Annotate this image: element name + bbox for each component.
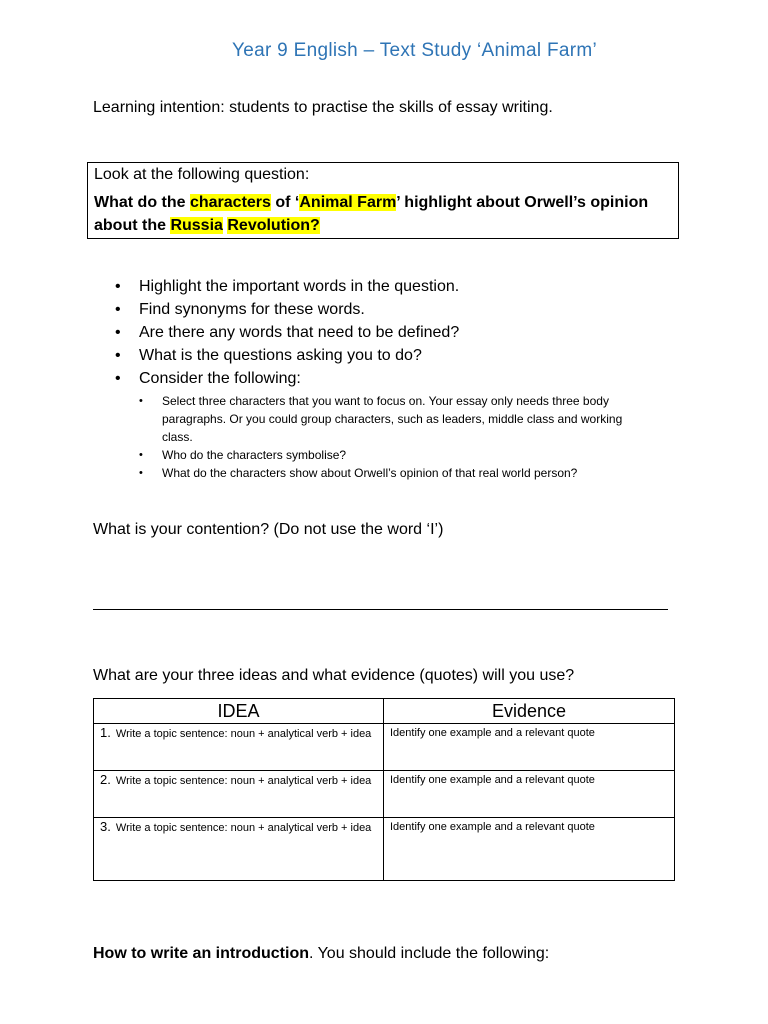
table-row — [94, 771, 675, 818]
sub-list-item — [139, 392, 639, 446]
highlight-animal-farm: Animal Farm — [299, 194, 397, 211]
list-item-text: Consider the following: — [139, 370, 301, 387]
table-row — [94, 818, 675, 881]
bullet-icon: • — [139, 467, 143, 479]
row-number: 3. — [100, 819, 111, 834]
row-number: 1. — [100, 725, 111, 740]
list-item-text: What is the questions asking you to do? — [139, 347, 422, 364]
ideas-table — [93, 698, 675, 881]
list-item — [93, 344, 693, 367]
sub-list-item-text: Who do the characters symbolise? — [162, 448, 347, 462]
idea-cell[interactable] — [94, 818, 384, 881]
question-text: What do the — [94, 194, 190, 211]
sub-list-item-text: Select three characters that you want to focus on. Your essay only needs three body paragraphs. Or you could group characters, such as leaders, middle class and working class. — [162, 394, 623, 444]
sub-list-item — [139, 446, 639, 464]
bullet-icon: • — [115, 324, 121, 341]
row-number: 2. — [100, 772, 111, 787]
bullet-icon: • — [139, 449, 143, 461]
table-row — [94, 724, 675, 771]
sub-list-item — [139, 464, 639, 482]
evidence-text: Identify one example and a relevant quote — [390, 821, 595, 833]
idea-cell[interactable] — [94, 724, 384, 771]
bullet-icon: • — [115, 301, 121, 318]
list-item-text: Find synonyms for these words. — [139, 301, 365, 318]
evidence-cell[interactable] — [384, 724, 675, 771]
bullet-icon: • — [139, 395, 143, 407]
introduction-heading — [93, 945, 549, 963]
question-text: ’ highlight about Orwell’s opinion about the — [94, 194, 649, 234]
ideas-prompt: What are your three ideas and what evidence (quotes) will you use? — [93, 667, 575, 684]
introduction-bold: How to write an introduction — [93, 945, 309, 962]
list-item-text: Highlight the important words in the question. — [139, 278, 460, 295]
essay-question — [94, 191, 672, 237]
list-item — [93, 298, 693, 321]
checklist — [93, 275, 693, 482]
question-text: of ‘ — [270, 194, 300, 211]
table-header-row — [94, 699, 675, 724]
column-header-evidence: Evidence — [384, 699, 675, 724]
contention-prompt: What is your contention? (Do not use the word ‘I’) — [93, 521, 444, 538]
idea-text: Write a topic sentence: noun + analytical verb + idea — [115, 775, 372, 787]
sub-checklist — [139, 392, 639, 482]
learning-intention: Learning intention: students to practise the skills of essay writing. — [93, 99, 553, 116]
evidence-text: Identify one example and a relevant quote — [390, 727, 595, 739]
idea-text: Write a topic sentence: noun + analytical verb + idea — [115, 822, 372, 834]
list-item — [93, 367, 693, 482]
answer-line[interactable] — [93, 609, 668, 610]
evidence-text: Identify one example and a relevant quote — [390, 774, 595, 786]
list-item — [93, 275, 693, 298]
evidence-cell[interactable] — [384, 818, 675, 881]
column-header-idea: IDEA — [94, 699, 384, 724]
bullet-icon: • — [115, 370, 121, 387]
highlight-russia: Russia — [170, 217, 223, 234]
list-item — [93, 321, 693, 344]
page-title: Year 9 English – Text Study ‘Animal Farm’ — [232, 40, 598, 61]
question-box — [87, 162, 679, 239]
idea-text: Write a topic sentence: noun + analytical verb + idea — [115, 728, 372, 740]
sub-list-item-text: What do the characters show about Orwell’s opinion of that real world person? — [162, 466, 578, 480]
evidence-cell[interactable] — [384, 771, 675, 818]
list-item-text: Are there any words that need to be defined? — [139, 324, 460, 341]
highlight-characters: characters — [189, 194, 271, 211]
introduction-rest: . You should include the following: — [308, 945, 550, 962]
question-prompt: Look at the following question: — [94, 166, 310, 183]
idea-cell[interactable] — [94, 771, 384, 818]
bullet-icon: • — [115, 278, 121, 295]
highlight-revolution: Revolution? — [227, 217, 320, 234]
bullet-icon: • — [115, 347, 121, 364]
